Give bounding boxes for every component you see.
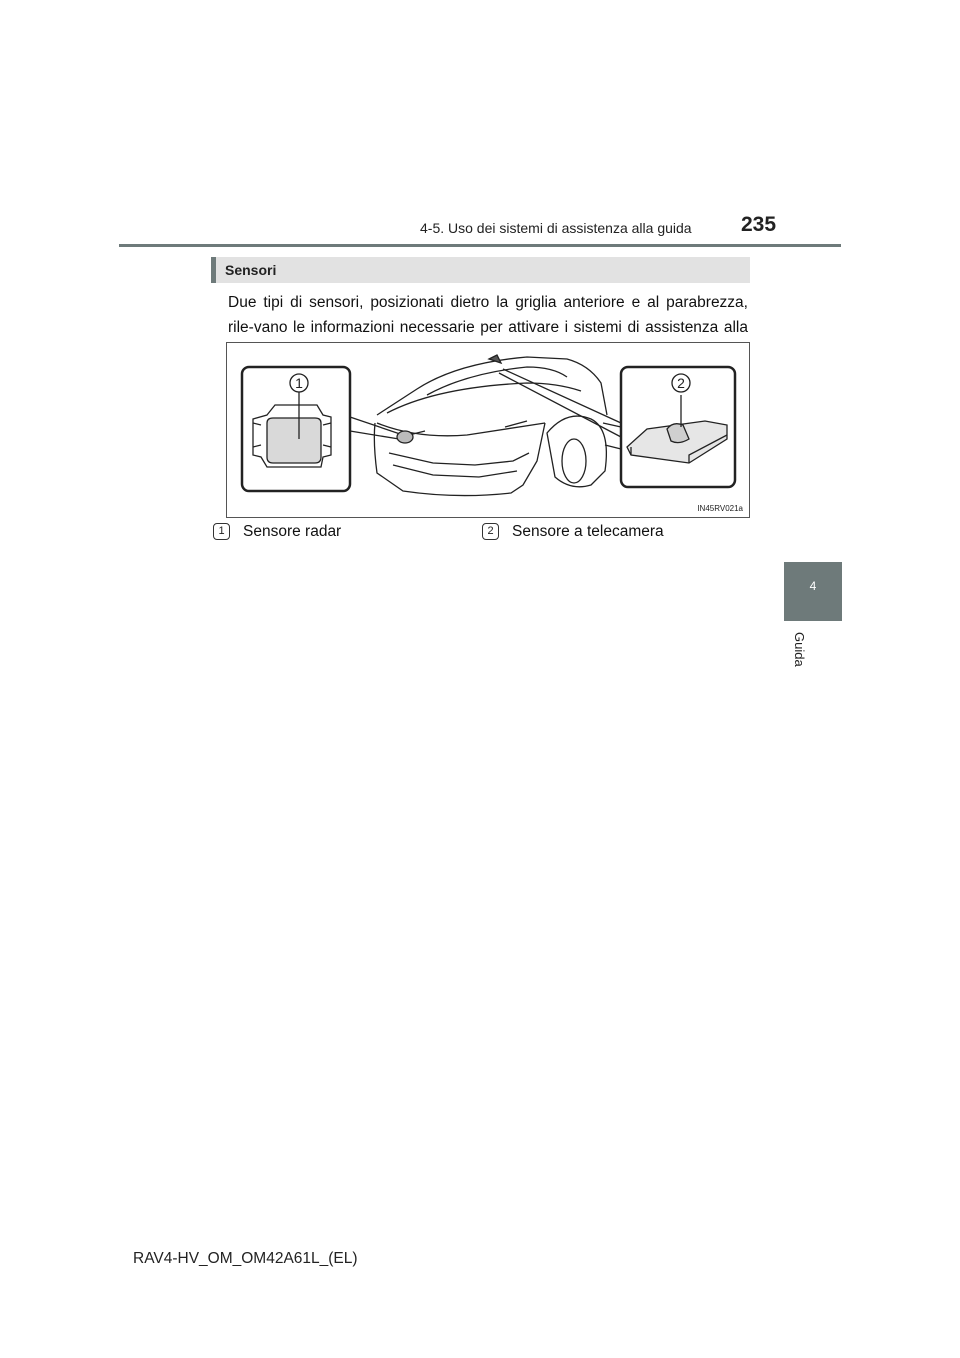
chapter-label-wrap bbox=[780, 632, 810, 672]
callout-2-number: 2 bbox=[677, 375, 685, 391]
document-code: RAV4-HV_OM_OM42A61L_(EL) bbox=[133, 1250, 358, 1267]
chapter-tab bbox=[784, 562, 842, 621]
legend-label-1: Sensore radar bbox=[243, 523, 342, 540]
page-number: 235 bbox=[741, 213, 777, 236]
chapter-number: 4 bbox=[809, 579, 817, 593]
legend-label-2: Sensore a telecamera bbox=[512, 523, 664, 540]
sensor-illustration bbox=[226, 342, 750, 518]
figure-code: IN45RV021a bbox=[697, 504, 743, 513]
header-section-title: 4-5. Uso dei sistemi di assistenza alla guida bbox=[420, 220, 692, 236]
intro-paragraph: Due tipi di sensori, posizionati dietro la griglia anteriore e al parabrezza, rile-vano le informazioni necessarie per attivare i sistemi di assistenza alla bbox=[228, 294, 748, 336]
callout-1-number: 1 bbox=[295, 375, 303, 391]
legend-number-2: 2 bbox=[482, 523, 499, 540]
header-divider bbox=[119, 244, 841, 247]
legend-number-1: 1 bbox=[213, 523, 230, 540]
car-sensors-drawing bbox=[227, 343, 749, 517]
section-title: Sensori bbox=[225, 262, 277, 278]
chapter-label: Guida bbox=[792, 632, 807, 667]
front-emblem bbox=[397, 431, 413, 443]
leader-lines bbox=[350, 369, 621, 439]
section-heading-bar bbox=[211, 257, 750, 283]
section-heading-accent bbox=[211, 257, 216, 283]
car-outline bbox=[374, 355, 621, 496]
